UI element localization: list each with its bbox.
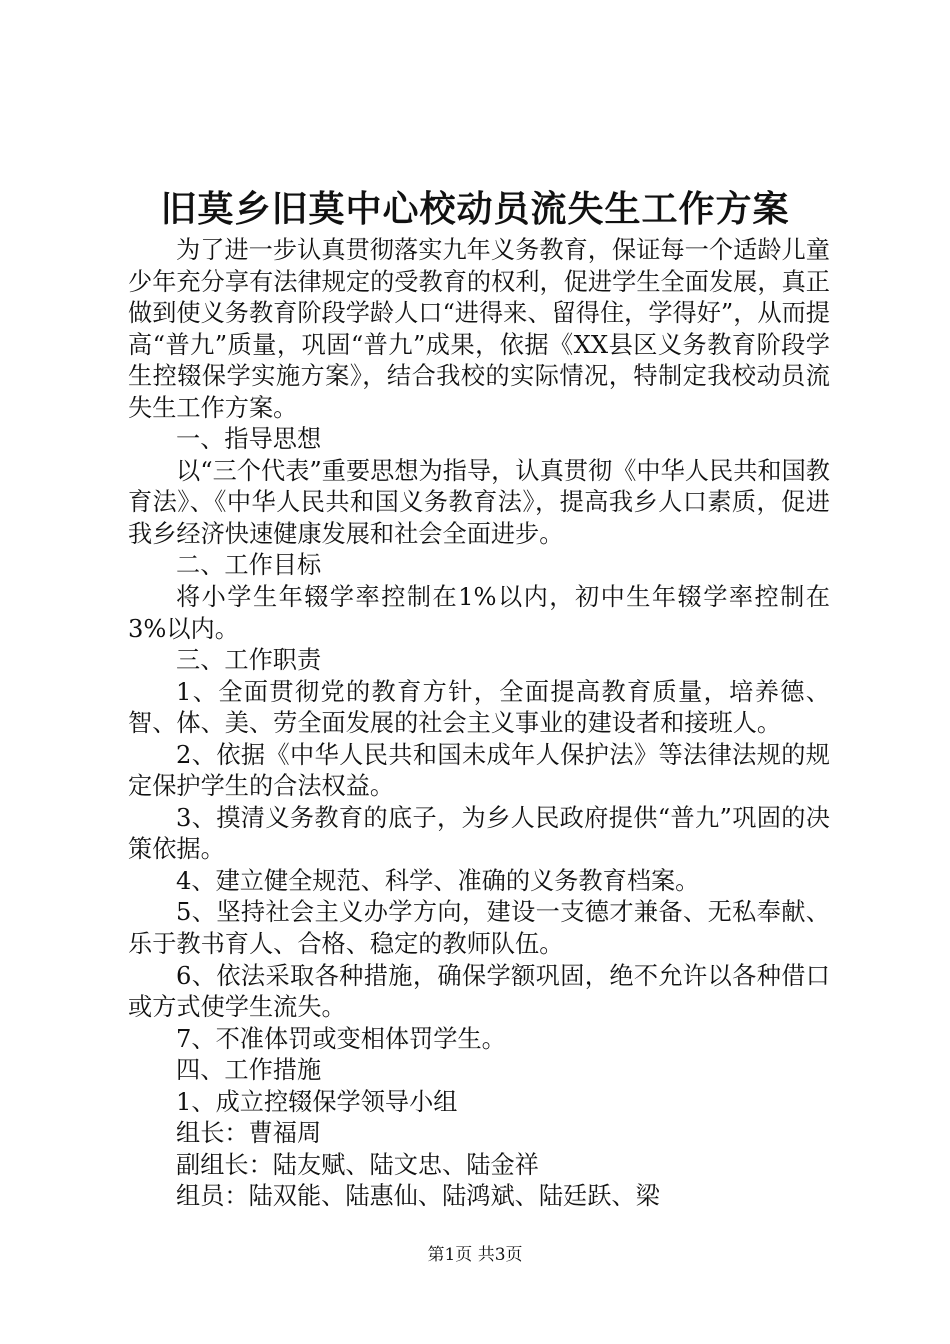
- guiding-ideology-paragraph: 以“三个代表”重要思想为指导，认真贯彻《中华人民共和国教育法》、《中华人民共和国义务教育法》，提高我乡人口素质，促进我乡经济快速健康发展和社会全面进步。: [128, 456, 830, 548]
- work-goals-paragraph: 将小学生年辍学率控制在1%以内，初中生年辍学率控制在3%以内。: [128, 583, 830, 643]
- duty-item: 1、全面贯彻党的教育方针，全面提高教育质量，培养德、智、体、美、劳全面发展的社会主义事业的建设者和接班人。: [128, 677, 830, 738]
- duty-item: 2、依据《中华人民共和国未成年人保护法》等法律法规的规定保护学生的合法权益。: [128, 740, 830, 801]
- section-heading-work-duties: 三、工作职责: [176, 646, 322, 675]
- section-heading-work-measures: 四、工作措施: [176, 1056, 322, 1085]
- deputy-leader-line: 副组长：陆友赋、陆文忠、陆金祥: [176, 1150, 539, 1179]
- measure-item: 1、成立控辍保学领导小组: [176, 1087, 458, 1116]
- section-heading-guiding-ideology: 一、指导思想: [176, 425, 322, 454]
- document-title: 旧莫乡旧莫中心校动员流失生工作方案: [160, 188, 790, 230]
- duty-item: 5、坚持社会主义办学方向，建设一支德才兼备、无私奉献、乐于教书育人、合格、稳定的教师队伍。: [128, 898, 830, 959]
- group-members-line: 组员：陆双能、陆惠仙、陆鸿斌、陆廷跃、梁: [176, 1182, 660, 1211]
- duty-item: 3、摸清义务教育的底子，为乡人民政府提供“普九”巩固的决策依据。: [128, 803, 830, 864]
- duty-item: 6、依法采取各种措施，确保学额巩固，绝不允许以各种借口或方式使学生流失。: [128, 961, 830, 1022]
- duty-item: 7、不准体罚或变相体罚学生。: [176, 1024, 506, 1053]
- duty-item: 4、建立健全规范、科学、准确的义务教育档案。: [176, 866, 700, 895]
- intro-paragraph: 为了进一步认真贯彻落实九年义务教育，保证每一个适龄儿童少年充分享有法律规定的受教育的权利，促进学生全面发展，真正做到使义务教育阶段学龄人口“进得来、留得住，学得好”，从而提高“普九”质量，巩固“普九”成果，依据《XX县区义务教育阶段学生控辍保学实施方案》，结合我校的实际情况，特制定我校动员流失生工作方案。: [128, 236, 830, 422]
- group-leader-line: 组长：曹福周: [176, 1119, 322, 1148]
- document-body: [128, 235, 830, 1213]
- section-heading-work-goals: 二、工作目标: [176, 551, 322, 580]
- page-number-footer: 第1页 共3页: [427, 1245, 523, 1265]
